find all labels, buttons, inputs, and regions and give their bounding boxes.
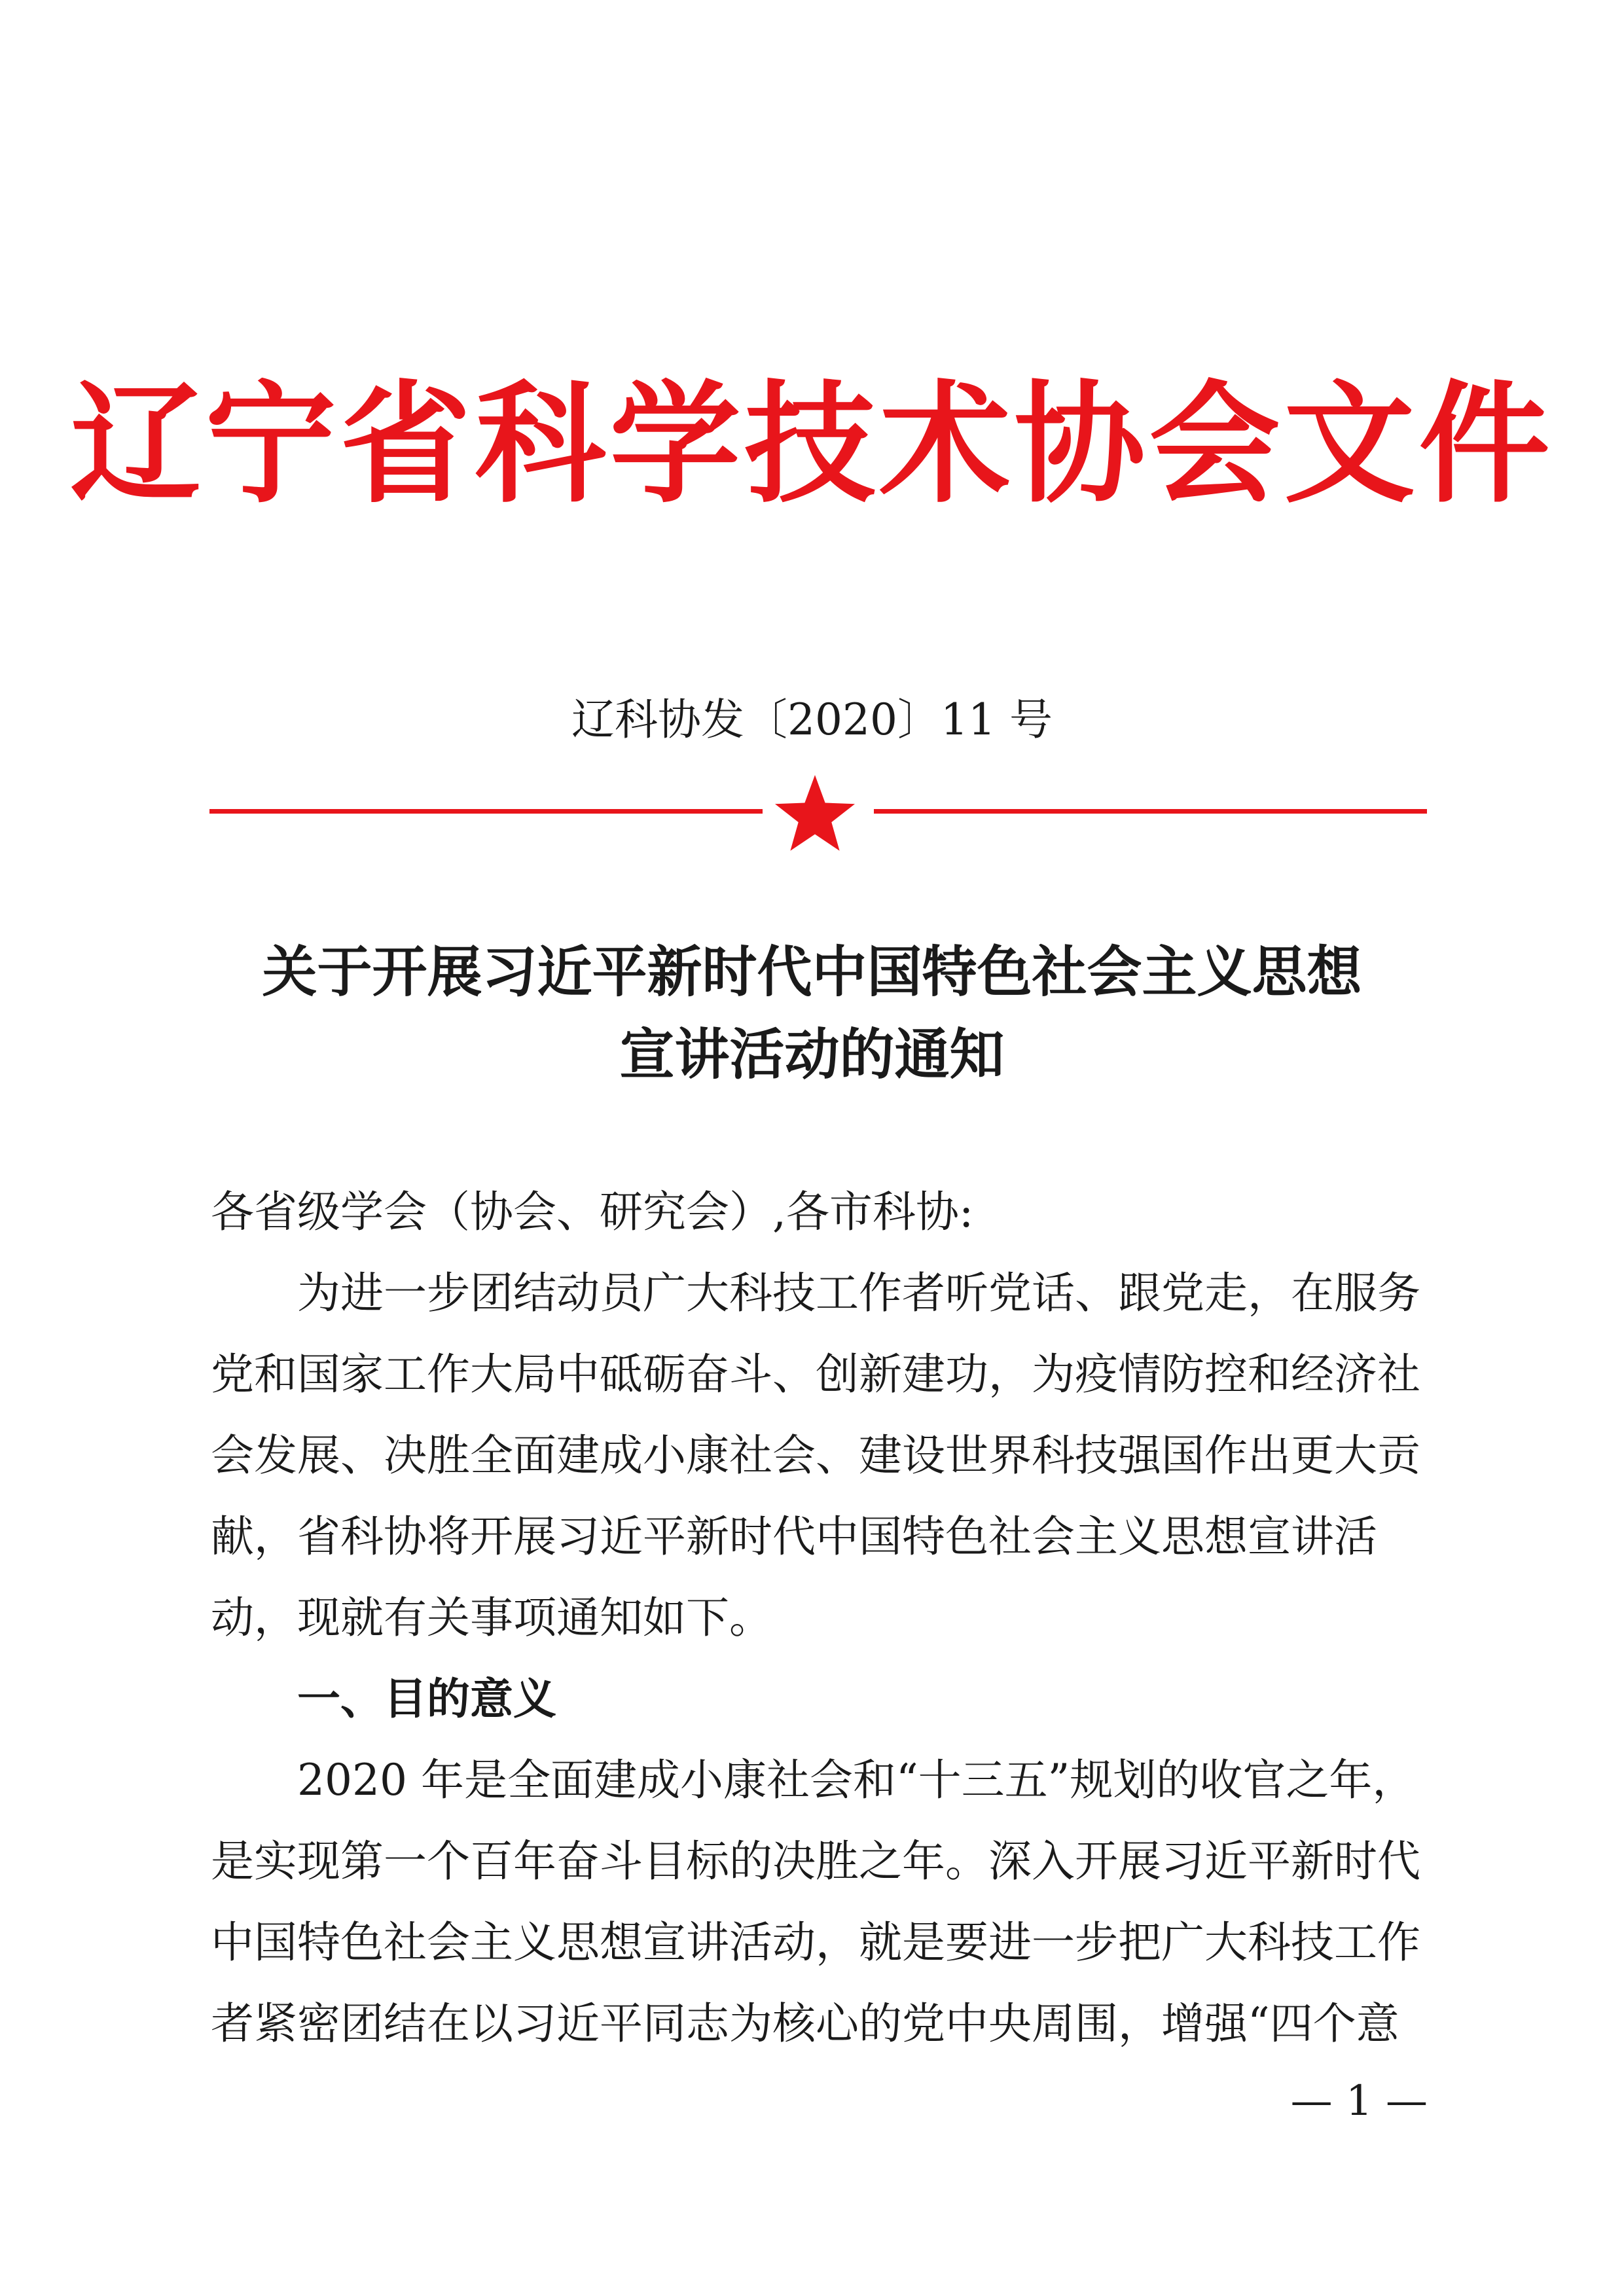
intro-line: 会发展、决胜全面建成小康社会、建设世界科技强国作出更大贡	[211, 1430, 1420, 1481]
section-line: 2020 年是全面建成小康社会和“十三五”规划的收官之年，	[297, 1755, 1416, 1805]
intro-line: 党和国家工作大局中砥砺奋斗、创新建功，为疫情防控和经济社	[211, 1349, 1420, 1399]
document-masthead: 辽宁省科学技术协会文件	[70, 369, 1554, 521]
document-number: 辽科协发〔2020〕11 号	[571, 694, 1053, 745]
intro-line: 为进一步团结动员广大科技工作者听党话、跟党走，在服务	[297, 1268, 1420, 1318]
red-divider-left	[209, 809, 763, 814]
notice-title-line-2: 宣讲活动的通知	[619, 1022, 1005, 1087]
red-divider-right	[874, 809, 1427, 814]
red-star-icon	[769, 774, 861, 852]
intro-line: 献，省科协将开展习近平新时代中国特色社会主义思想宣讲活	[211, 1511, 1377, 1562]
document-body	[211, 1172, 1428, 2064]
section-heading: 一、目的意义	[297, 1674, 556, 1724]
notice-title-line-1: 关于开展习近平新时代中国特色社会主义思想	[262, 940, 1362, 1004]
section-line: 中国特色社会主义思想宣讲活动，就是要进一步把广大科技工作	[211, 1917, 1420, 1968]
section-line: 者紧密团结在以习近平同志为核心的党中央周围，增强“四个意	[211, 1998, 1399, 2049]
page-number: — 1 —	[1290, 2077, 1428, 2125]
salutation: 各省级学会（协会、研究会）,各市科协:	[211, 1187, 974, 1237]
section-line: 是实现第一个百年奋斗目标的决胜之年。深入开展习近平新时代	[211, 1836, 1420, 1886]
intro-line: 动，现就有关事项通知如下。	[211, 1593, 772, 1643]
